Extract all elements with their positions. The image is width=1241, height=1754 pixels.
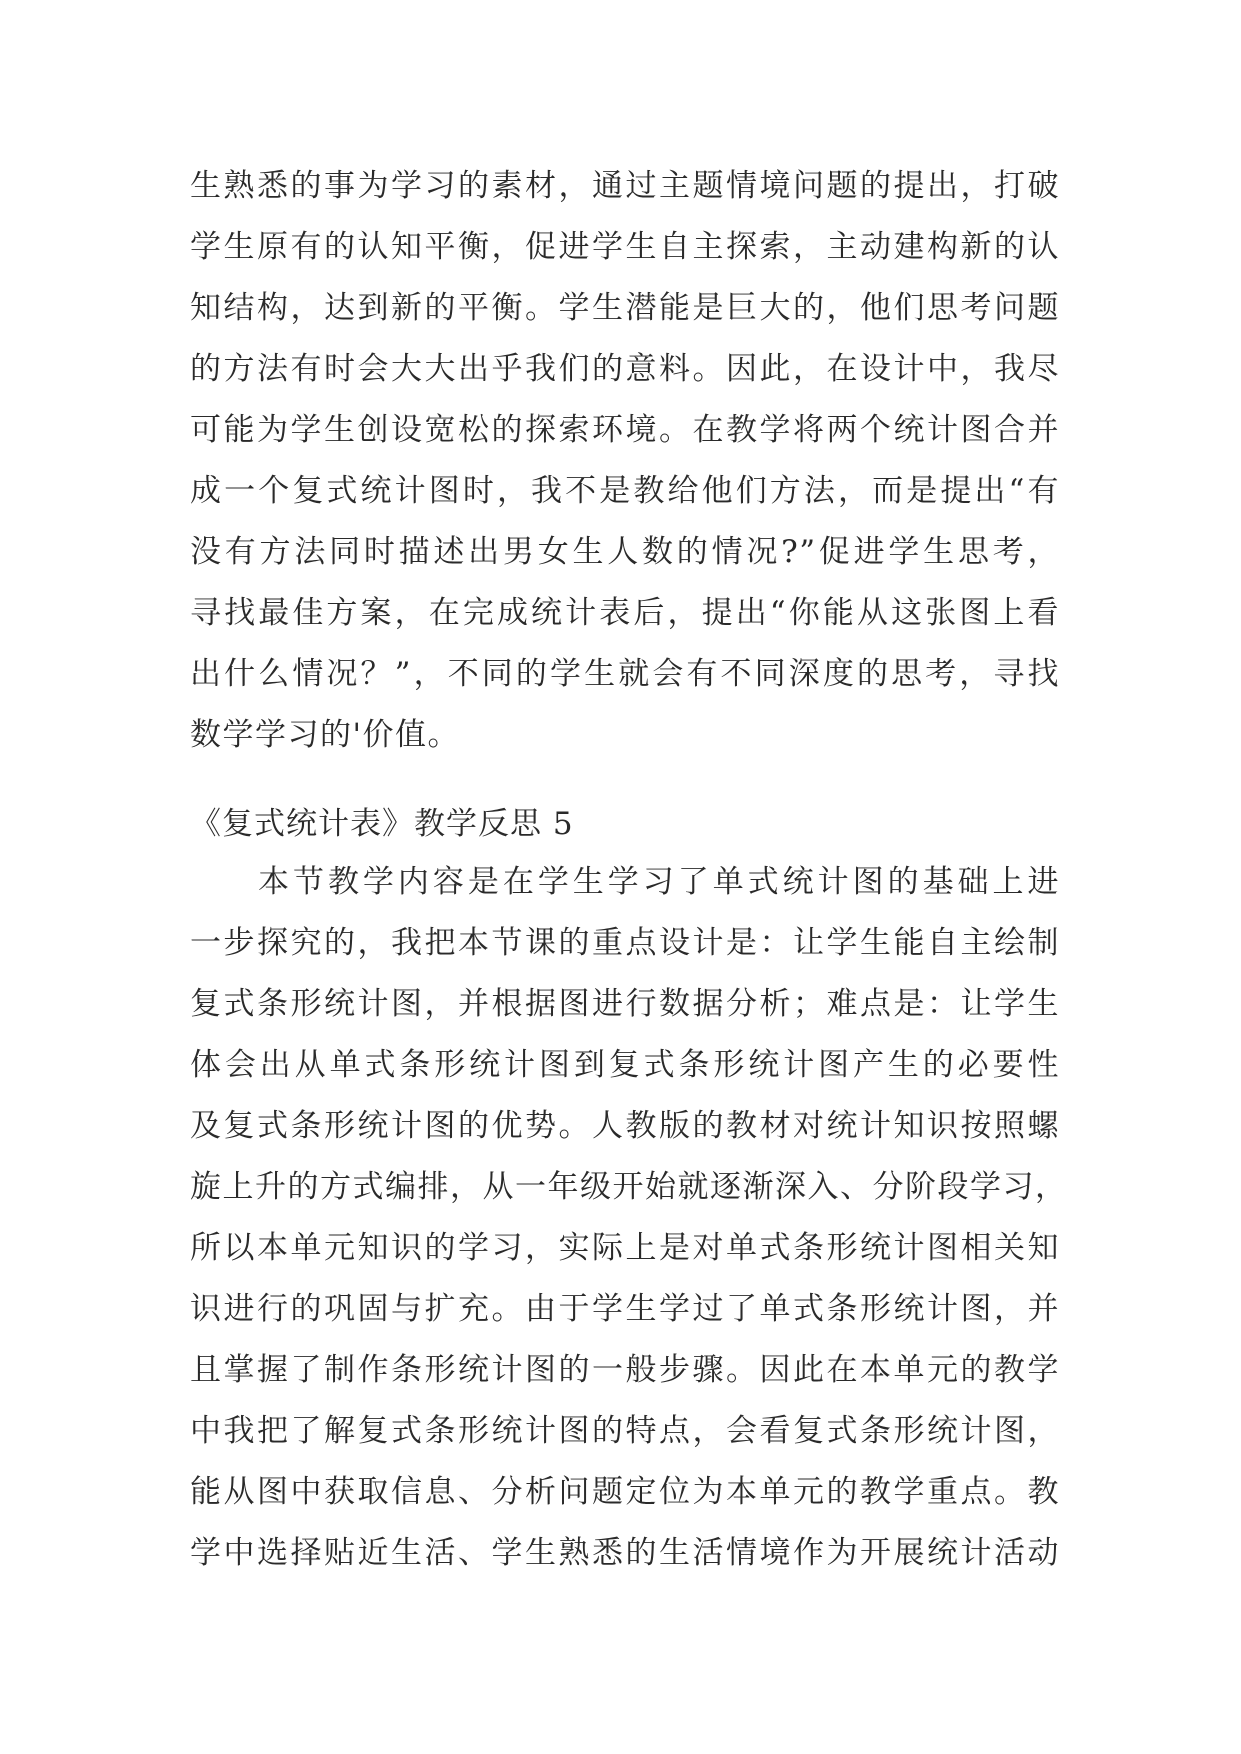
- paragraph-continued: [190, 156, 1060, 766]
- paragraph-line: 旋上升的方式编排，从一年级开始就逐渐深入、分阶段学习，: [190, 1169, 1068, 1205]
- paragraph-body: [190, 852, 1068, 1584]
- paragraph-line: 复式条形统计图，并根据图进行数据分析；难点是：让学生: [190, 986, 1060, 1022]
- paragraph-line: 能从图中获取信息、分析问题定位为本单元的教学重点。教: [190, 1474, 1060, 1510]
- paragraph-line: 且掌握了制作条形统计图的一般步骤。因此在本单元的教学: [190, 1352, 1060, 1388]
- paragraph-line: 生熟悉的事为学习的素材，通过主题情境问题的提出，打破: [190, 168, 1060, 204]
- paragraph-line: 学中选择贴近生活、学生熟悉的生活情境作为开展统计活动: [190, 1535, 1060, 1571]
- paragraph-line: 知结构，达到新的平衡。学生潜能是巨大的，他们思考问题: [190, 290, 1060, 326]
- paragraph-line: 体会出从单式条形统计图到复式条形统计图产生的必要性: [190, 1047, 1060, 1083]
- paragraph-line: 数学学习的'价值。: [190, 717, 461, 753]
- paragraph-line: 出什么情况？”，不同的学生就会有不同深度的思考，寻找: [190, 656, 1060, 692]
- paragraph-line: 的方法有时会大大出乎我们的意料。因此，在设计中，我尽: [190, 351, 1060, 387]
- paragraph-line: 没有方法同时描述出男女生人数的情况?”促进学生思考，: [190, 534, 1060, 570]
- paragraph-line: 寻找最佳方案，在完成统计表后，提出“你能从这张图上看: [190, 595, 1060, 631]
- paragraph-line: 中我把了解复式条形统计图的特点，会看复式条形统计图，: [190, 1413, 1060, 1449]
- paragraph-line: 一步探究的，我把本节课的重点设计是：让学生能自主绘制: [190, 925, 1060, 961]
- paragraph-line: 及复式条形统计图的优势。人教版的教材对统计知识按照螺: [190, 1108, 1060, 1144]
- paragraph-line: 本节教学内容是在学生学习了单式统计图的基础上进: [258, 864, 1060, 900]
- section-heading-block: [190, 794, 1060, 855]
- paragraph-line: 学生原有的认知平衡，促进学生自主探索，主动建构新的认: [190, 229, 1060, 265]
- paragraph-line: 识进行的巩固与扩充。由于学生学过了单式条形统计图，并: [190, 1291, 1060, 1327]
- paragraph-line: 可能为学生创设宽松的探索环境。在教学将两个统计图合并: [190, 412, 1060, 448]
- paragraph-line: 所以本单元知识的学习，实际上是对单式条形统计图相关知: [190, 1230, 1060, 1266]
- paragraph-line: 成一个复式统计图时，我不是教给他们方法，而是提出“有: [190, 473, 1060, 509]
- section-heading: 《复式统计表》教学反思 5: [190, 806, 574, 842]
